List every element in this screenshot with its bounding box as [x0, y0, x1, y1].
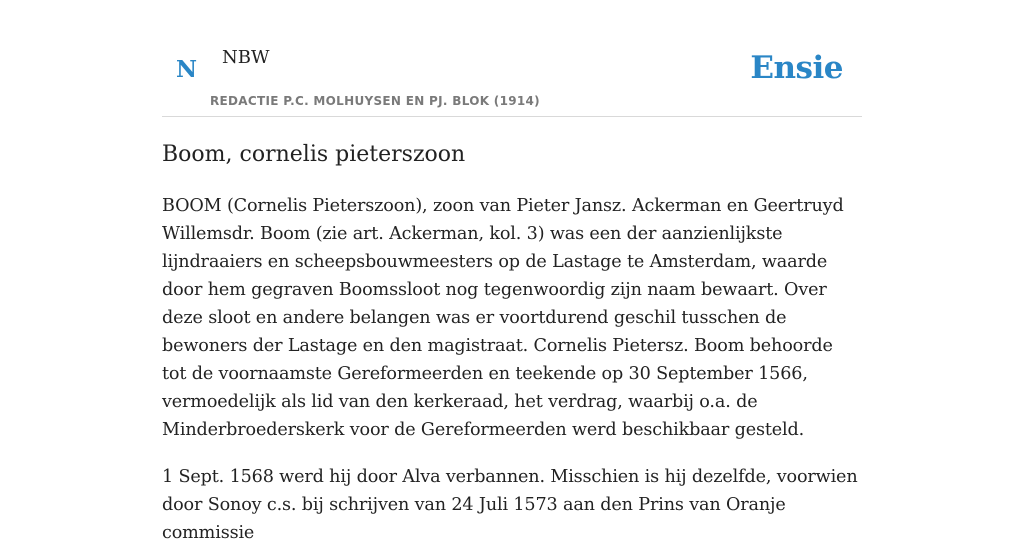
article-title: Boom, cornelis pieterszoon: [162, 142, 466, 167]
article-paragraph: BOOM (Cornelis Pieterszoon), zoon van Pieter Jansz. Ackerman en Geertruyd Willemsdr. Boom (zie art. Ackerman, kol. 3) was een der aanzienlijkste lijndraaiers en scheepsbouwmeesters op de Lastage te Amsterdam, waarde door hem gegraven Boomssloot nog tegenwoordig zijn naam bewaart. Over deze sloot en andere belangen was er voortdurend geschil tusschen de bewoners der Lastage en den magistraat. Cornelis Pietersz. Boom behoorde tot de voornaamste Gereformeerden en teekende op 30 September 1566, vermoedelijk als lid van den kerkeraad, het verdrag, waarbij o.a. de Minderbroederskerk voor de Gereformeerden werd beschikbaar gesteld.: [162, 196, 844, 440]
article: [162, 136, 862, 547]
brand-logo[interactable]: Ensie: [750, 50, 843, 86]
site-header: [162, 0, 862, 117]
article-paragraph: 1 Sept. 1568 werd hij door Alva verbannen. Misschien is hij dezelfde, voorwien door Sonoy c.s. bij schrijven van 24 Juli 1573 aan den Prins van Oranje commissie: [162, 467, 858, 543]
source-editors: REDACTIE P.C. MOLHUYSEN EN PJ. BLOK (1914): [210, 94, 540, 108]
source-name[interactable]: NBW: [222, 47, 270, 68]
source-logo[interactable]: N: [176, 56, 198, 83]
